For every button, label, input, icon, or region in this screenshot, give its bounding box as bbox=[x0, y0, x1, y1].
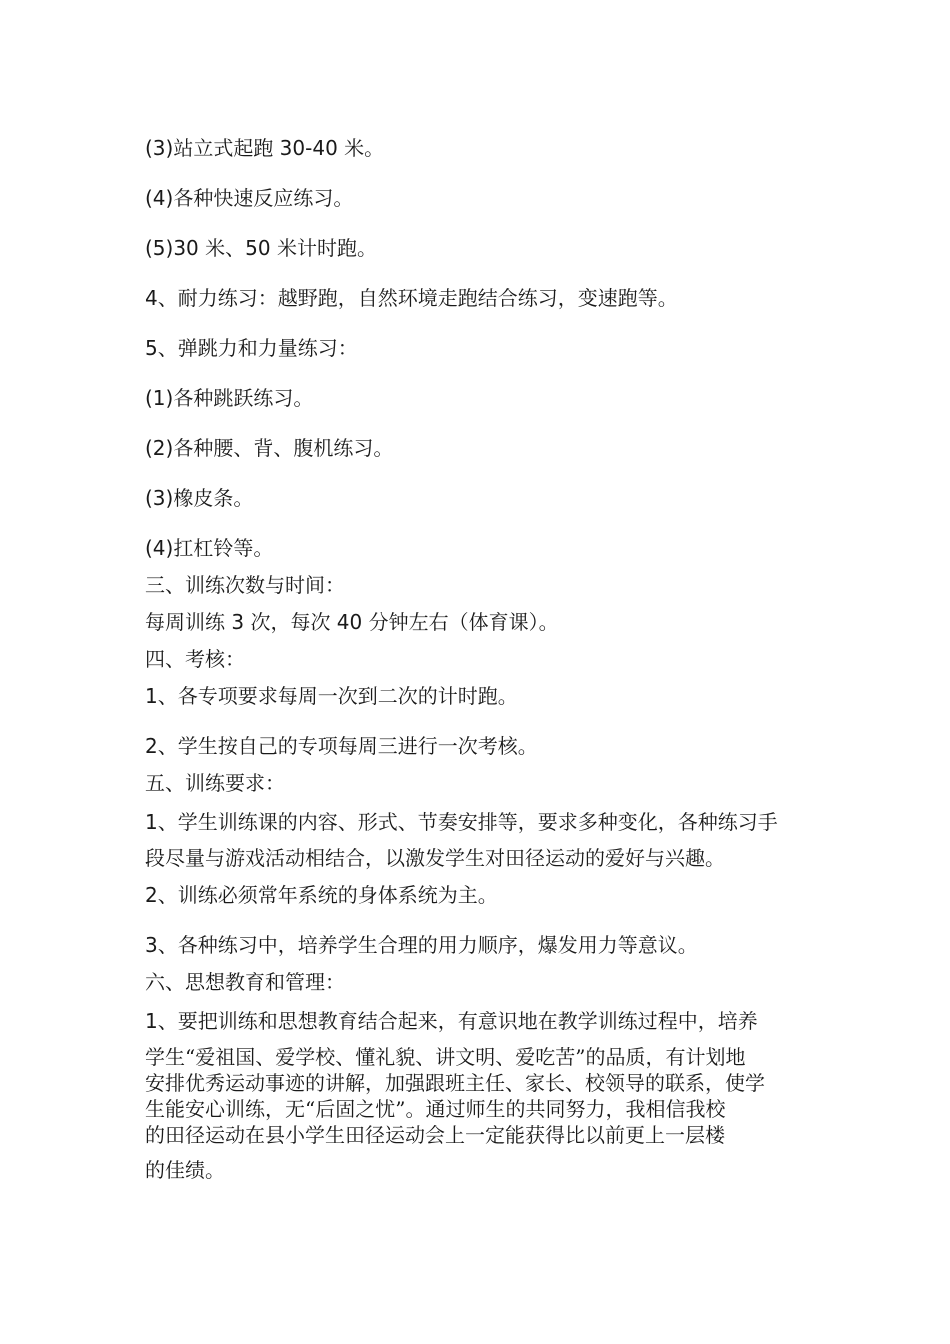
text-line: (1)各种跳跃练习。 bbox=[145, 386, 314, 410]
text-line: 5、弹跳力和力量练习： bbox=[145, 336, 358, 360]
text-line: (2)各种腰、背、腹机练习。 bbox=[145, 436, 394, 460]
text-line: 生能安心训练，无“后固之忧”。通过师生的共同努力，我相信我校 bbox=[145, 1097, 726, 1121]
text-line: (3)橡皮条。 bbox=[145, 486, 254, 510]
text-line: 4、耐力练习：越野跑，自然环境走跑结合练习，变速跑等。 bbox=[145, 286, 678, 310]
text-line: 2、训练必须常年系统的身体系统为主。 bbox=[145, 883, 498, 907]
text-line: 2、学生按自己的专项每周三进行一次考核。 bbox=[145, 734, 538, 758]
section-heading: 六、思想教育和管理： bbox=[145, 970, 345, 994]
text-line: 1、要把训练和思想教育结合起来，有意识地在教学训练过程中，培养 bbox=[145, 1009, 758, 1033]
text-line: 1、学生训练课的内容、形式、节奏安排等，要求多种变化，各种练习手 bbox=[145, 810, 778, 834]
text-line: 3、各种练习中，培养学生合理的用力顺序，爆发用力等意议。 bbox=[145, 933, 698, 957]
text-line: 的田径运动在县小学生田径运动会上一定能获得比以前更上一层楼 bbox=[145, 1123, 725, 1147]
text-line: 段尽量与游戏活动相结合，以激发学生对田径运动的爱好与兴趣。 bbox=[145, 846, 725, 870]
text-line: 1、各专项要求每周一次到二次的计时跑。 bbox=[145, 684, 518, 708]
text-line: 的佳绩。 bbox=[145, 1158, 225, 1182]
text-line: (5)30 米、50 米计时跑。 bbox=[145, 236, 377, 260]
text-line: 安排优秀运动事迹的讲解，加强跟班主任、家长、校领导的联系，使学 bbox=[145, 1071, 765, 1095]
text-line: 学生“爱祖国、爱学校、懂礼貌、讲文明、爱吃苦”的品质，有计划地 bbox=[145, 1045, 746, 1069]
section-heading: 四、考核： bbox=[145, 647, 245, 671]
section-heading: 三、训练次数与时间： bbox=[145, 573, 345, 597]
text-line: 每周训练 3 次，每次 40 分钟左右（体育课）。 bbox=[145, 610, 559, 634]
text-line: (3)站立式起跑 30-40 米。 bbox=[145, 136, 385, 160]
section-heading: 五、训练要求： bbox=[145, 771, 285, 795]
text-line: (4)各种快速反应练习。 bbox=[145, 186, 354, 210]
text-line: (4)扛杠铃等。 bbox=[145, 536, 274, 560]
